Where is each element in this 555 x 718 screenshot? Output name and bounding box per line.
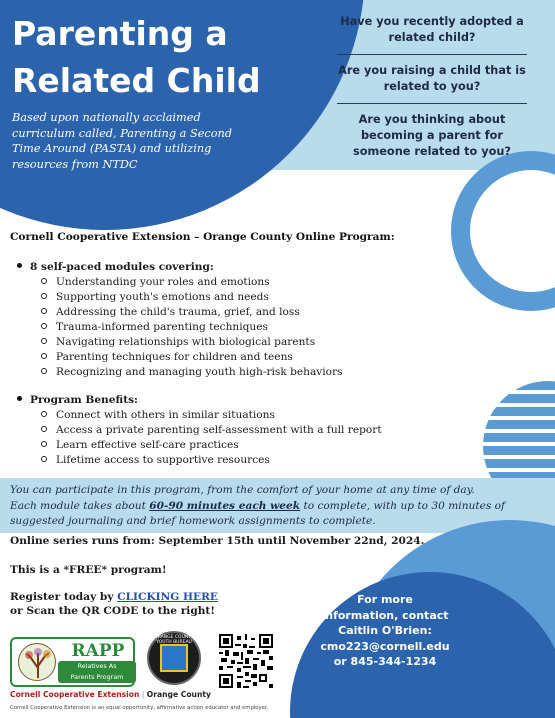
list-item: Understanding your roles and emotions <box>41 275 343 290</box>
circle-bullet-icon <box>41 338 47 344</box>
participation-text: You can participate in this program, from the comfort of your home at any time of day. Each module takes about 60-90 minutes each week to complete, with up to 30 minutes of suggested journaling and brief homework assignments to complete. <box>10 484 505 527</box>
bullet-icon <box>17 263 22 268</box>
list-item: Recognizing and managing youth high-risk behaviors <box>41 365 343 380</box>
circle-bullet-icon <box>41 426 47 432</box>
tree-icon <box>18 643 56 681</box>
subtitle: Based upon nationally acclaimed curriculum called, Parenting a Second Time Around (PASTA) and utilizing resources from NTDC <box>12 111 233 171</box>
circle-bullet-icon <box>41 278 47 284</box>
divider <box>337 54 527 55</box>
benefits-section <box>17 393 382 468</box>
benefits-list <box>17 408 382 468</box>
title-line-1: Parenting a <box>12 14 228 53</box>
circle-bullet-icon <box>41 293 47 299</box>
list-item: Supporting youth's emotions and needs <box>41 290 343 305</box>
contact-name: Caitlin O'Brien: <box>338 624 432 637</box>
youth-bureau-logo: ORANGE COUNTY YOUTH BUREAU <box>147 631 201 685</box>
questions-panel <box>337 10 527 164</box>
qr-instruction: or Scan the QR CODE to the right! <box>10 605 215 617</box>
circle-bullet-icon <box>41 353 47 359</box>
program-heading: Cornell Cooperative Extension – Orange County Online Program: <box>10 231 395 243</box>
rapp-title: RAPP <box>71 641 125 661</box>
title-line-2: Related Child <box>12 61 261 100</box>
question-3: Are you thinking about becoming a parent for someone related to you? <box>353 113 511 158</box>
list-item: Access a private parenting self-assessment with a full report <box>41 423 382 438</box>
time-emphasis: 60-90 minutes each week <box>149 499 301 512</box>
circle-bullet-icon <box>41 456 47 462</box>
circle-bullet-icon <box>41 308 47 314</box>
bullet-icon <box>17 396 22 401</box>
qr-code[interactable] <box>219 634 273 688</box>
circle-bullet-icon <box>41 441 47 447</box>
list-item: Learn effective self-care practices <box>41 438 382 453</box>
footer-disclaimer: Cornell Cooperative Extension is an equal opportunity, affirmative action educator and employer. <box>10 705 269 711</box>
register-line: Register today by CLICKING HERE <box>10 591 218 603</box>
list-item: Navigating relationships with biological parents <box>41 335 343 350</box>
modules-heading: 8 self-paced modules covering: <box>30 261 214 273</box>
decorative-ring <box>451 151 555 311</box>
contact-phone: or 845-344-1234 <box>333 655 437 668</box>
rapp-logo <box>10 637 135 687</box>
page-title <box>12 10 312 104</box>
contact-email[interactable]: cmo223@cornell.edu <box>320 639 450 653</box>
register-link[interactable]: CLICKING HERE <box>117 591 218 603</box>
list-item: Lifetime access to supportive resources <box>41 453 382 468</box>
contact-info: For more information, contact Caitlin O'Brien: cmo223@cornell.edu or 845-344-1234 <box>300 592 470 670</box>
question-2: Are you raising a child that is related to you? <box>338 64 526 93</box>
youth-shield-icon <box>160 644 188 672</box>
list-item: Trauma-informed parenting techniques <box>41 320 343 335</box>
benefits-heading: Program Benefits: <box>30 394 138 406</box>
list-item: Addressing the child's trauma, grief, and loss <box>41 305 343 320</box>
question-1: Have you recently adopted a related child? <box>340 15 524 44</box>
series-dates: Online series runs from: September 15th until November 22nd, 2024. <box>10 535 425 547</box>
rapp-subtitle: Relatives As Parents Program <box>58 661 136 683</box>
free-notice: This is a *FREE* program! <box>10 564 167 576</box>
modules-list <box>17 275 343 380</box>
modules-section <box>17 260 343 380</box>
circle-bullet-icon <box>41 323 47 329</box>
circle-bullet-icon <box>41 368 47 374</box>
list-item: Connect with others in similar situations <box>41 408 382 423</box>
list-item: Parenting techniques for children and teens <box>41 350 343 365</box>
divider <box>337 103 527 104</box>
cce-logo-text: Cornell Cooperative Extension | Orange County <box>10 690 211 699</box>
circle-bullet-icon <box>41 411 47 417</box>
